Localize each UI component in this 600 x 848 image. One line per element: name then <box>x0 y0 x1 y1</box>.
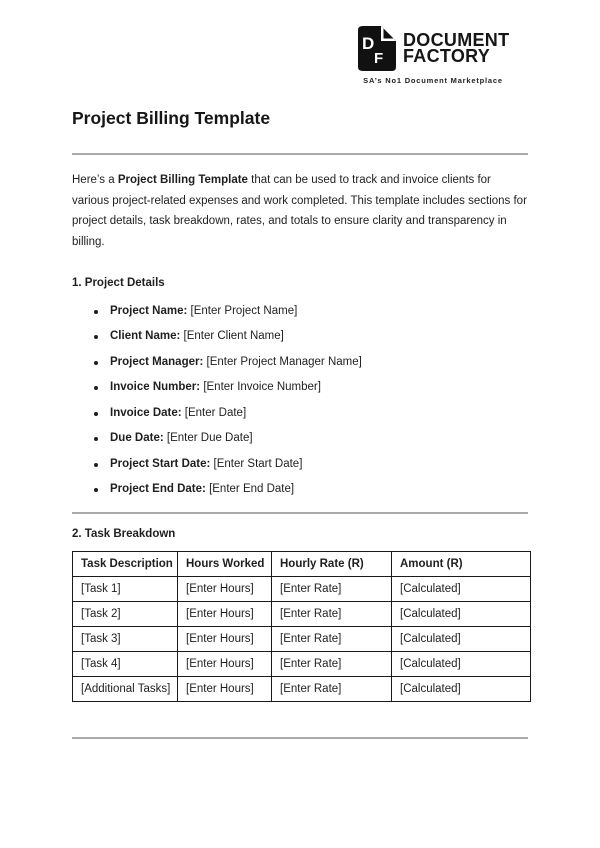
list-item <box>72 375 528 401</box>
detail-placeholder: [Enter Due Date] <box>166 432 253 445</box>
column-header-hourly-rate: Hourly Rate (R) <box>272 551 392 576</box>
project-details-list <box>72 299 528 503</box>
table-cell: [Enter Hours] <box>178 576 272 601</box>
detail-placeholder: [Enter Invoice Number] <box>203 381 321 394</box>
table-cell: [Enter Rate] <box>272 651 392 676</box>
table-cell: [Enter Hours] <box>178 626 272 651</box>
table-header-row <box>73 551 531 576</box>
table-cell: [Enter Rate] <box>272 676 392 701</box>
detail-placeholder: [Enter Date] <box>184 406 247 419</box>
table-row <box>73 651 531 676</box>
column-header-hours-worked: Hours Worked <box>178 551 272 576</box>
detail-placeholder: [Enter Project Name] <box>190 304 298 317</box>
list-item <box>72 350 528 376</box>
table-cell: [Task 1] <box>73 576 178 601</box>
column-header-amount: Amount (R) <box>392 551 531 576</box>
document-factory-icon <box>358 26 396 71</box>
table-row <box>73 601 531 626</box>
detail-label: Project Start Date: <box>110 457 211 470</box>
table-cell: [Calculated] <box>392 676 531 701</box>
list-item <box>72 452 528 478</box>
table-cell: [Enter Rate] <box>272 576 392 601</box>
table-row <box>73 676 531 701</box>
table-cell: [Enter Hours] <box>178 676 272 701</box>
logo-letter-f: F <box>374 50 384 67</box>
intro-paragraph <box>72 170 528 253</box>
table-row <box>73 576 531 601</box>
table-cell: [Calculated] <box>392 601 531 626</box>
detail-placeholder: [Enter End Date] <box>209 483 295 496</box>
list-item <box>72 426 528 452</box>
document-factory-logo <box>358 26 508 85</box>
detail-placeholder: [Enter Client Name] <box>183 330 284 343</box>
table-cell: [Enter Hours] <box>178 601 272 626</box>
table-cell: [Calculated] <box>392 626 531 651</box>
table-cell: [Enter Hours] <box>178 651 272 676</box>
logo-tagline: SA’s No1 Document Marketplace <box>363 76 503 85</box>
detail-placeholder: [Enter Project Manager Name] <box>206 355 362 368</box>
logo-wordmark <box>403 30 510 66</box>
detail-label: Client Name: <box>110 330 181 343</box>
logo-name-line2: FACTORY <box>403 45 491 66</box>
task-breakdown-table <box>72 551 531 702</box>
table-cell: [Additional Tasks] <box>73 676 178 701</box>
table-row <box>73 626 531 651</box>
detail-label: Project End Date: <box>110 483 206 496</box>
divider-rule <box>72 512 528 514</box>
section-heading-task-breakdown: 2. Task Breakdown <box>72 527 176 540</box>
column-header-task-description: Task Description <box>73 551 178 576</box>
divider-rule <box>72 737 528 739</box>
detail-label: Invoice Number: <box>110 381 201 394</box>
table-cell: [Calculated] <box>392 651 531 676</box>
detail-label: Due Date: <box>110 432 164 445</box>
intro-prefix: Here’s a <box>72 174 118 186</box>
table-cell: [Enter Rate] <box>272 601 392 626</box>
page-title: Project Billing Template <box>72 108 271 128</box>
detail-label: Project Manager: <box>110 355 204 368</box>
intro-suffix: that can be used to track and invoice clients for various project-related expenses and work completed. This template includes sections for project details, task breakdown, rates, and totals to ensure clarity and transparency in billing. <box>72 174 527 249</box>
table-cell: [Calculated] <box>392 576 531 601</box>
table-cell: [Task 4] <box>73 651 178 676</box>
table-cell: [Task 2] <box>73 601 178 626</box>
detail-label: Project Name: <box>110 304 188 317</box>
divider-rule <box>72 153 528 155</box>
section-heading-project-details: 1. Project Details <box>72 276 165 289</box>
table-cell: [Enter Rate] <box>272 626 392 651</box>
detail-label: Invoice Date: <box>110 406 182 419</box>
list-item <box>72 401 528 427</box>
list-item <box>72 477 528 503</box>
list-item <box>72 324 528 350</box>
list-item <box>72 299 528 325</box>
logo-name-line1: DOCUMENT <box>403 30 510 50</box>
table-cell: [Task 3] <box>73 626 178 651</box>
intro-bold: Project Billing Template <box>117 174 248 186</box>
detail-placeholder: [Enter Start Date] <box>213 457 303 470</box>
logo-letter-d: D <box>362 34 375 53</box>
